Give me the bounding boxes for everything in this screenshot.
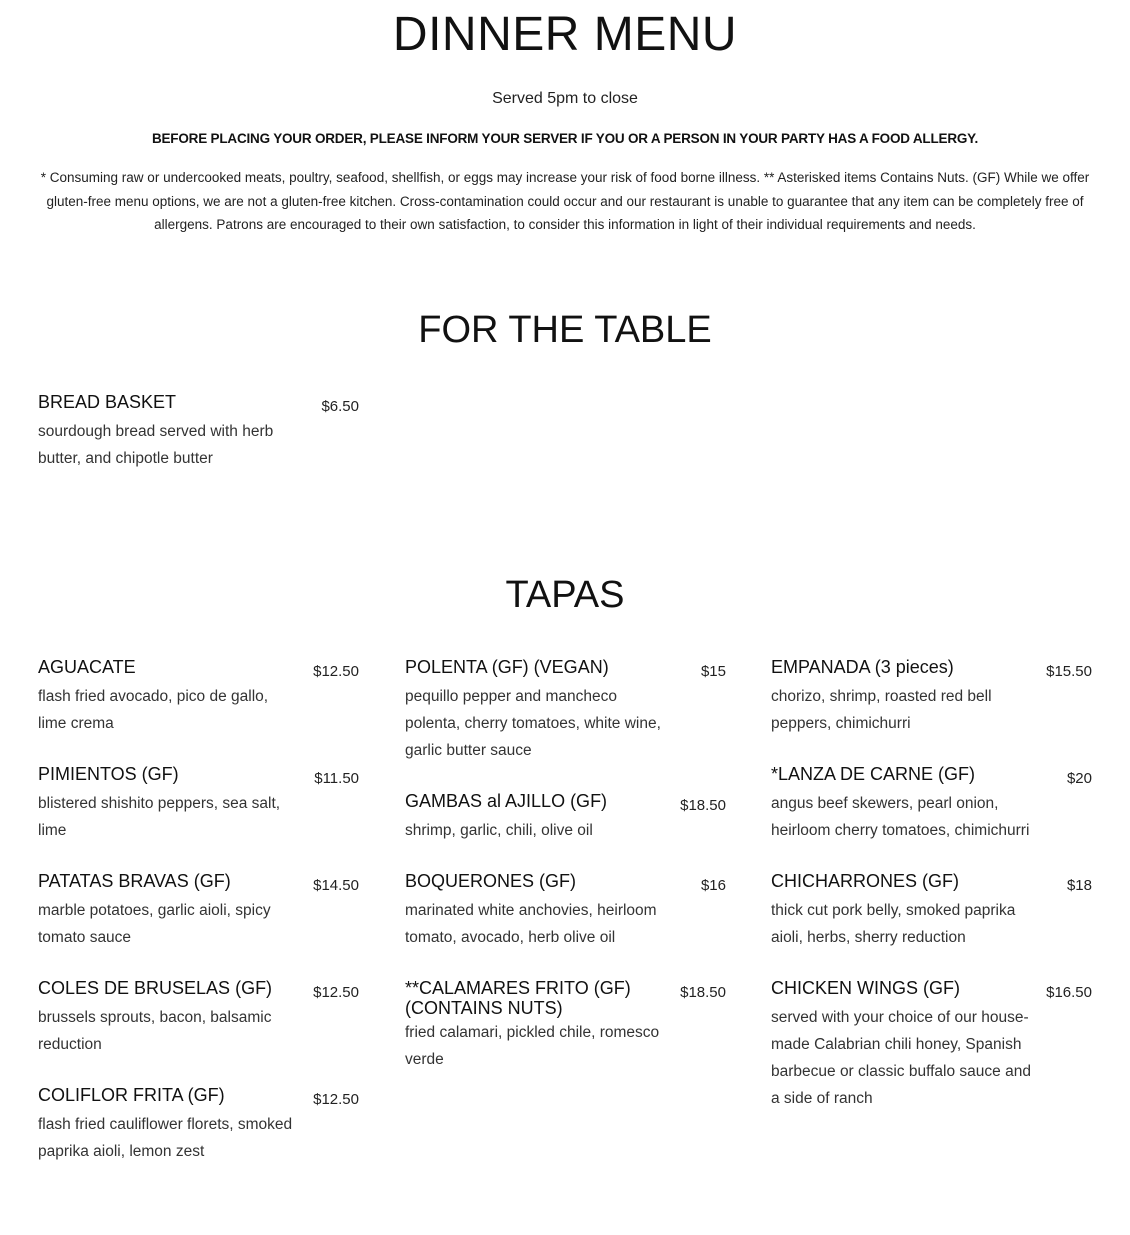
menu-item bbox=[38, 869, 359, 951]
item-name: AGUACATE bbox=[38, 657, 136, 677]
item-name: EMPANADA (3 pieces) bbox=[771, 657, 954, 677]
item-name: COLIFLOR FRITA (GF) bbox=[38, 1085, 225, 1105]
item-name: GAMBAS al AJILLO (GF) bbox=[405, 791, 608, 811]
menu-item bbox=[38, 390, 359, 472]
item-price: $6.50 bbox=[321, 398, 359, 415]
menu-item bbox=[771, 976, 1092, 1112]
item-price: $14.50 bbox=[313, 877, 359, 894]
item-description: flash fried avocado, pico de gallo, lime crema bbox=[38, 688, 269, 732]
menu-item bbox=[38, 655, 359, 737]
item-name: PATATAS BRAVAS (GF) bbox=[38, 871, 231, 891]
menu-item bbox=[38, 762, 359, 844]
item-name: CHICKEN WINGS (GF) bbox=[771, 978, 960, 998]
menu-item bbox=[38, 976, 359, 1058]
item-name: POLENTA (GF) (VEGAN) bbox=[405, 657, 609, 677]
item-name: COLES DE BRUSELAS (GF) bbox=[38, 978, 273, 998]
section-title-tapas: TAPAS bbox=[505, 574, 625, 616]
item-price: $15.50 bbox=[1046, 663, 1092, 680]
item-description: fried calamari, pickled chile, romesco verde bbox=[405, 1024, 660, 1068]
item-price: $12.50 bbox=[313, 1091, 359, 1108]
item-price: $11.50 bbox=[314, 770, 359, 787]
item-description: shrimp, garlic, chili, olive oil bbox=[405, 822, 593, 839]
item-description: pequillo pepper and mancheco polenta, cherry tomatoes, white wine, garlic butter sauce bbox=[405, 688, 661, 759]
item-price: $18 bbox=[1066, 877, 1092, 894]
allergen-disclaimer: * Consuming raw or undercooked meats, poultry, seafood, shellfish, or eggs may increase your risk of food borne illness. ** Asterisked items Contains Nuts. (GF) While we offer gluten-free menu options, we are not a gluten-free kitchen. Cross-contamination could occur and our restaurant is unable to guarantee that any item can be completely free of allergens. Patrons are encouraged to their own satisfaction, to consider this information in light of their individual requirements and needs. bbox=[40, 170, 1090, 232]
item-price: $18.50 bbox=[680, 797, 726, 814]
item-price: $12.50 bbox=[313, 663, 359, 680]
item-name: PIMIENTOS (GF) bbox=[38, 764, 179, 784]
tapas-column-3 bbox=[771, 655, 1092, 1137]
item-name: BREAD BASKET bbox=[38, 392, 177, 412]
item-description: flash fried cauliflower florets, smoked paprika aioli, lemon zest bbox=[38, 1116, 293, 1160]
item-description: marble potatoes, garlic aioli, spicy tomato sauce bbox=[38, 902, 271, 946]
menu-item bbox=[771, 869, 1092, 951]
item-price: $12.50 bbox=[313, 984, 359, 1001]
for-the-table-column bbox=[38, 390, 359, 497]
item-price: $16 bbox=[700, 877, 726, 894]
item-description: brussels sprouts, bacon, balsamic reduction bbox=[38, 1009, 272, 1053]
item-price: $15 bbox=[700, 663, 726, 680]
item-name: **CALAMARES FRITO (GF) (CONTAINS NUTS) bbox=[405, 978, 631, 1018]
menu-item bbox=[405, 655, 726, 764]
item-description: served with your choice of our house-made Calabrian chili honey, Spanish barbecue or classic buffalo sauce and a side of ranch bbox=[771, 1009, 1031, 1107]
menu-item bbox=[405, 869, 726, 951]
item-description: marinated white anchovies, heirloom tomato, avocado, herb olive oil bbox=[405, 902, 657, 946]
item-name: CHICHARRONES (GF) bbox=[771, 871, 959, 891]
menu-item bbox=[405, 789, 726, 844]
item-name: BOQUERONES (GF) bbox=[405, 871, 577, 891]
served-hours: Served 5pm to close bbox=[492, 90, 638, 107]
menu-item bbox=[405, 976, 726, 1073]
tapas-column-2 bbox=[405, 655, 726, 1098]
item-description: angus beef skewers, pearl onion, heirloom cherry tomatoes, chimichurri bbox=[771, 795, 1030, 839]
item-description: thick cut pork belly, smoked paprika aioli, herbs, sherry reduction bbox=[771, 902, 1016, 946]
item-price: $20 bbox=[1066, 770, 1092, 787]
item-description: sourdough bread served with herb butter, and chipotle butter bbox=[38, 423, 274, 467]
allergy-warning: BEFORE PLACING YOUR ORDER, PLEASE INFORM YOUR SERVER IF YOU OR A PERSON IN YOUR PARTY HAS A FOOD ALLERGY. bbox=[151, 131, 979, 146]
section-title-for-the-table: FOR THE TABLE bbox=[418, 309, 712, 351]
item-price: $16.50 bbox=[1046, 984, 1092, 1001]
tapas-column-1 bbox=[38, 655, 359, 1190]
item-description: blistered shishito peppers, sea salt, lime bbox=[38, 795, 281, 839]
menu-item bbox=[771, 655, 1092, 737]
menu-item bbox=[771, 762, 1092, 844]
item-price: $18.50 bbox=[680, 984, 726, 1001]
item-description: chorizo, shrimp, roasted red bell peppers, chimichurri bbox=[771, 688, 992, 732]
item-name: *LANZA DE CARNE (GF) bbox=[771, 764, 976, 784]
page-title: DINNER MENU bbox=[392, 8, 738, 61]
menu-item bbox=[38, 1083, 359, 1165]
